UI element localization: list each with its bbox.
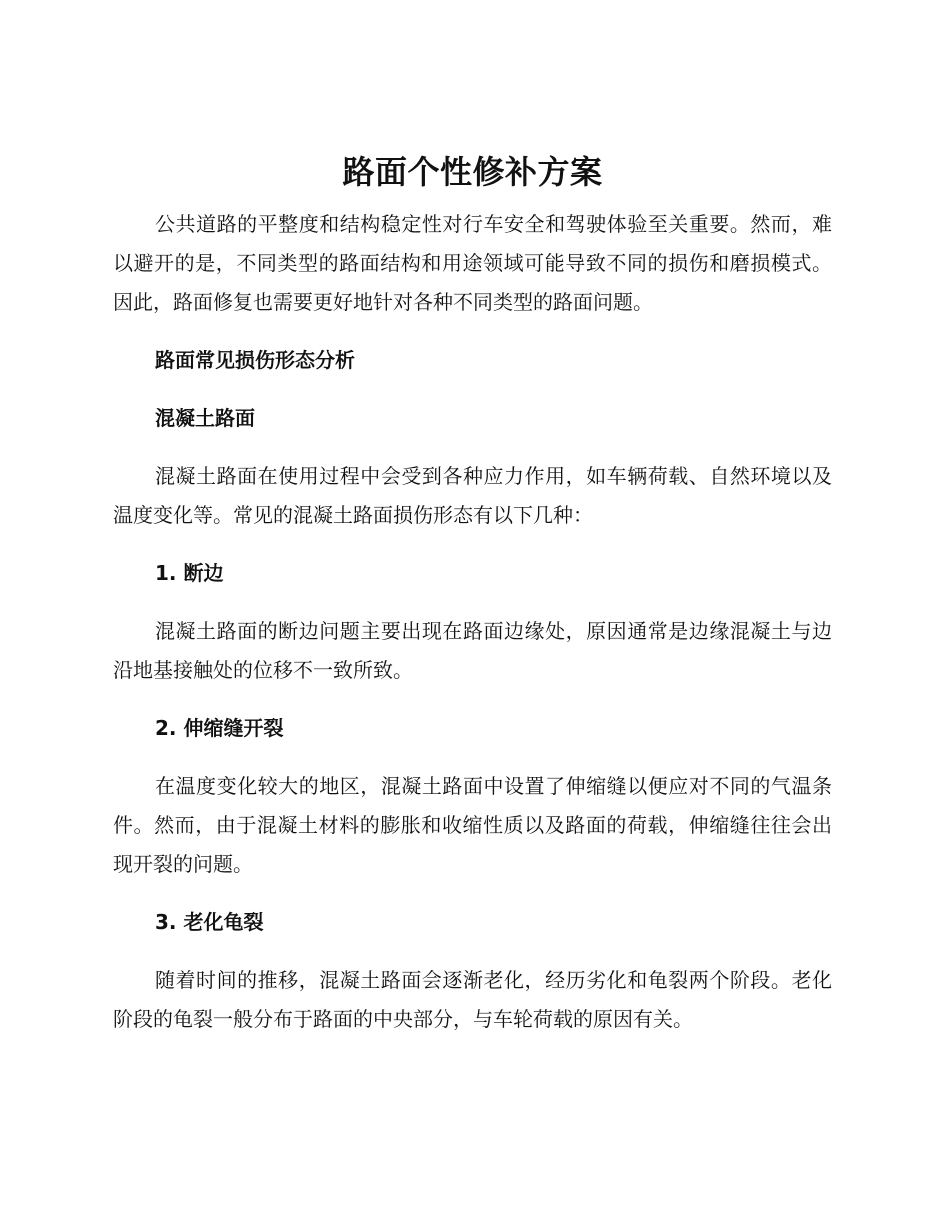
spacer bbox=[113, 748, 832, 767]
section-heading: 路面常见损伤形态分析 bbox=[155, 348, 355, 372]
spacer bbox=[113, 942, 832, 961]
item-paragraph-broken-edge: 混凝土路面的断边问题主要出现在路面边缘处，原因通常是边缘混凝土与边沿地基接触处的位移不一致所致。 bbox=[113, 619, 832, 682]
spacer bbox=[113, 438, 832, 457]
page-title: 路面个性修补方案 bbox=[342, 153, 603, 191]
spacer bbox=[113, 593, 832, 612]
item-heading-aging-cracking: 3. 老化龟裂 bbox=[155, 910, 264, 934]
intro-paragraph: 公共道路的平整度和结构稳定性对行车安全和驾驶体验至关重要。然而，难以避开的是，不同类型的路面结构和用途领域可能导致不同的损伤和磨损模式。因此，路面修复也需要更好地针对各种不同类型的路面问题。 bbox=[113, 212, 832, 314]
spacer bbox=[113, 690, 832, 709]
subsection-paragraph: 混凝土路面在使用过程中会受到各种应力作用，如车辆荷载、自然环境以及温度变化等。常见的混凝土路面损伤形态有以下几种： bbox=[113, 464, 832, 527]
spacer bbox=[113, 380, 832, 399]
item-heading-broken-edge: 1. 断边 bbox=[155, 561, 224, 585]
spacer bbox=[113, 322, 832, 341]
item-heading-joint-cracking: 2. 伸缩缝开裂 bbox=[155, 716, 284, 740]
subsection-heading: 混凝土路面 bbox=[155, 406, 255, 430]
spacer bbox=[113, 535, 832, 554]
item-paragraph-aging-cracking: 随着时间的推移，混凝土路面会逐渐老化，经历劣化和龟裂两个阶段。老化阶段的龟裂一般分布于路面的中央部分，与车轮荷载的原因有关。 bbox=[113, 968, 832, 1031]
item-paragraph-joint-cracking: 在温度变化较大的地区，混凝土路面中设置了伸缩缝以便应对不同的气温条件。然而，由于混凝土材料的膨胀和收缩性质以及路面的荷载，伸缩缝往往会出现开裂的问题。 bbox=[113, 774, 832, 876]
spacer bbox=[113, 884, 832, 903]
